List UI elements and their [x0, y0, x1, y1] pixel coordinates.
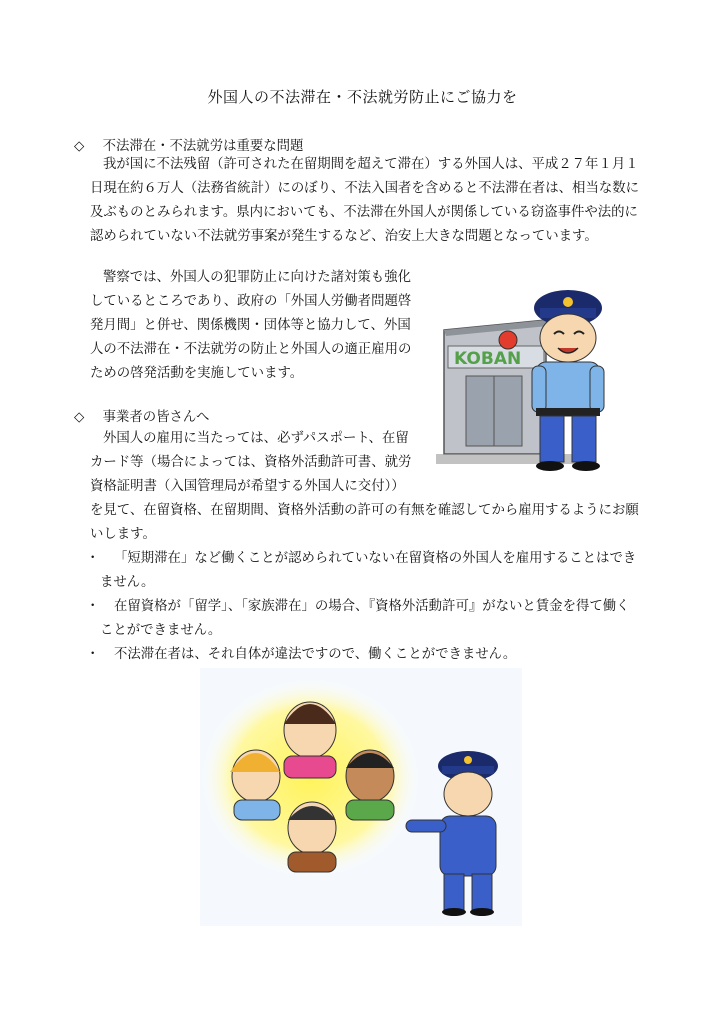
text-line: 認められていない不法就労事案が発生するなど、治安上大きな問題となっています。	[90, 229, 598, 244]
text-line: しているところであり、政府の「外国人労働者問題啓	[90, 294, 412, 309]
koban-police-illustration	[436, 268, 640, 480]
text-line: ません。	[100, 575, 155, 590]
section1-paragraph2	[90, 266, 411, 386]
diamond-icon: ◇	[74, 410, 85, 425]
bullet-list	[86, 547, 636, 667]
list-item	[86, 547, 636, 595]
text-line: 日現在約６万人（法務省統計）にのぼり、不法入国者を含めると不法滞在者は、相当な数に	[90, 181, 640, 196]
text-line: カード等（場合によっては、資格外活動許可書、就労	[90, 455, 412, 470]
list-item	[86, 643, 636, 667]
text-line: ための啓発活動を実施しています。	[90, 366, 304, 381]
text-line: 在留資格が「留学」、「家族滞在」の場合、『資格外活動許可』がないと賃金を得て働く	[114, 599, 630, 614]
section1-paragraph	[90, 153, 639, 249]
bullet-icon: ・	[86, 599, 100, 614]
text-line: 発月間」と併せ、関係機関・団体等と協力して、外国	[90, 318, 411, 333]
text-line: いします。	[90, 527, 156, 542]
text-line: 及ぶものとみられます。県内においても、不法滞在外国人が関係している窃盗事件や法的に	[90, 205, 638, 220]
page-title: 外国人の不法滞在・不法就労防止にご協力を	[207, 88, 518, 106]
text-line: ことができません。	[100, 623, 222, 638]
text-line: 警察では、外国人の犯罪防止に向けた諸対策も強化	[103, 270, 411, 285]
text-line: を見て、在留資格、在留期間、資格外活動の許可の有無を確認してから雇用するようにお願	[90, 503, 639, 518]
text-line: 外国人の雇用に当たっては、必ずパスポート、在留	[103, 431, 409, 446]
list-item	[86, 595, 636, 643]
bullet-icon: ・	[86, 551, 100, 566]
section1-heading	[74, 135, 303, 154]
text-line: 不法滞在者は、それ自体が違法ですので、働くことができません。	[114, 647, 517, 662]
text-line: 我が国に不法残留（許可された在留期間を超えて滞在）する外国人は、平成２７年１月１	[103, 157, 639, 172]
section2-heading	[74, 406, 209, 425]
bullet-icon: ・	[86, 647, 100, 662]
section1-heading-text: 不法滞在・不法就労は重要な問題	[102, 139, 304, 154]
text-line: 「短期滞在」など働くことが認められていない在留資格の外国人を雇用することはでき	[114, 551, 637, 566]
foreigners-police-illustration	[200, 668, 522, 926]
diamond-icon: ◇	[74, 139, 85, 154]
koban-sign: KOBAN	[454, 349, 522, 369]
text-line: 資格証明書（入国管理局が希望する外国人に交付））	[90, 479, 405, 494]
text-line: 人の不法滞在・不法就労の防止と外国人の適正雇用の	[90, 342, 412, 357]
section2-heading-text: 事業者の皆さんへ	[102, 410, 210, 425]
